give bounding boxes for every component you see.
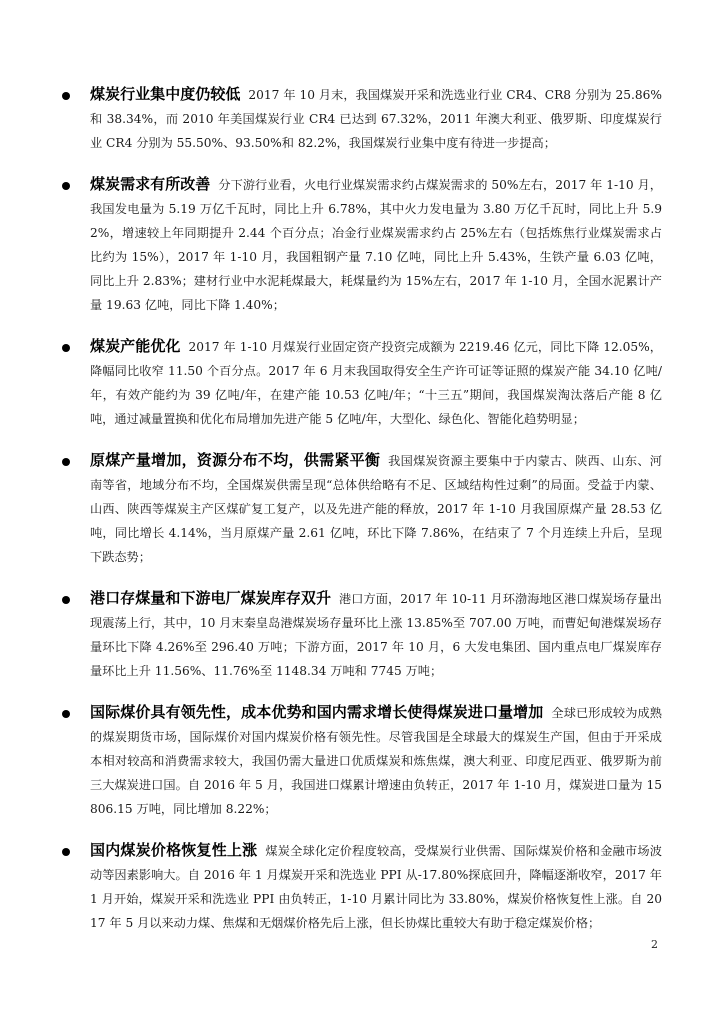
item-body: 全球已形成较为成熟的煤炭期货市场，国际煤价对国内煤炭价格有领先性。尽管我国是全球最大的煤炭生产国，但由于开采成本相对较高和消费需求较大，我国仍需大量进口优质煤炭和炼焦煤，澳大利亚、印度尼西亚、俄罗斯为前三大煤炭进口国。自 2016 年 5 月，我国进口煤累计增速由负转正，2017 年 1-10 月，煤炭进口量为 15806.15 万吨，同比增加 8.22%； (90, 706, 662, 816)
item-heading: 港口存煤量和下游电厂煤炭库存双升 (90, 589, 332, 607)
bullet-dot-icon (62, 182, 70, 190)
paragraph (90, 586, 662, 683)
bullet-dot-icon (62, 848, 70, 856)
item-heading: 煤炭需求有所改善 (90, 175, 211, 193)
item-heading: 煤炭行业集中度仍较低 (90, 85, 241, 103)
bullet-dot-icon (62, 344, 70, 352)
list-item (62, 838, 662, 935)
bullet-dot-icon (62, 92, 70, 100)
list-item (62, 334, 662, 431)
list-item (62, 172, 662, 317)
bullet-dot-icon (62, 596, 70, 604)
paragraph (90, 82, 662, 155)
paragraph (90, 838, 662, 935)
item-heading: 国际煤价具有领先性，成本优势和国内需求增长使得煤炭进口量增加 (90, 703, 544, 721)
bullet-dot-icon (62, 710, 70, 718)
list-item (62, 448, 662, 569)
list-item (62, 82, 662, 155)
paragraph (90, 334, 662, 431)
item-heading: 煤炭产能优化 (90, 337, 181, 355)
item-body: 煤炭全球化定价程度较高，受煤炭行业供需、国际煤炭价格和金融市场波动等因素影响大。自 2016 年 1 月煤炭开采和洗选业 PPI 从-17.80%探底回升，降幅逐渐收窄，2017 年 1 月开始，煤炭开采和洗选业 PPI 由负转正，1-10 月累计同比为 33.80%，煤炭价格恢复性上涨。自 2017 年 5 月以来动力煤、焦煤和无烟煤价格先后上涨，但长协煤比重较大有助于稳定煤炭价格； (90, 844, 662, 930)
item-body: 分下游行业看，火电行业煤炭需求约占煤炭需求的 50%左右，2017 年 1-10 月，我国发电量为 5.19 万亿千瓦时，同比上升 6.78%，其中火力发电量为 3.80 万亿千瓦时，同比上升 5.92%，增速较上年同期提升 2.44 个百分点；冶金行业煤炭需求约占 25%左右（包括炼焦行业煤炭需求占比约为 15%），2017 年 1-10 月，我国粗钢产量 7.10 亿吨，同比上升 5.43%，生铁产量 6.03 亿吨，同比上升 2.83%；建材行业中水泥耗煤最大，耗煤量约为 15%左右，2017 年 1-10 月，全国水泥累计产量 19.63 亿吨，同比下降 1.40%； (90, 178, 662, 312)
item-body: 我国煤炭资源主要集中于内蒙古、陕西、山东、河南等省，地域分布不均，全国煤炭供需呈现“总体供给略有不足、区域结构性过剩”的局面。受益于内蒙、山西、陕西等煤炭主产区煤矿复工复产，以及先进产能的释放，2017 年 1-10 月我国原煤产量 28.53 亿吨，同比增长 4.14%，当月原煤产量 2.61 亿吨，环比下降 7.86%，在结束了 7 个月连续上升后，呈现下跌态势； (90, 454, 662, 564)
item-body: 港口方面，2017 年 10-11 月环渤海地区港口煤炭场存量出现震荡上行，其中，10 月末秦皇岛港煤炭场存量环比上涨 13.85%至 707.00 万吨，而曹妃甸港煤炭场存量环比下降 4.26%至 296.40 万吨；下游方面，2017 年 10 月，6 大发电集团、国内重点电厂煤炭库存量环比上升 11.56%、11.76%至 1148.34 万吨和 7745 万吨； (90, 592, 662, 678)
list-item (62, 700, 662, 821)
page-number: 2 (651, 938, 658, 951)
paragraph (90, 700, 662, 821)
paragraph (90, 172, 662, 317)
item-heading: 原煤产量增加，资源分布不均，供需紧平衡 (90, 451, 381, 469)
item-heading: 国内煤炭价格恢复性上涨 (90, 841, 258, 859)
paragraph (90, 448, 662, 569)
item-body: 2017 年 10 月末，我国煤炭开采和洗选业行业 CR4、CR8 分别为 25.86%和 38.34%，而 2010 年美国煤炭行业 CR4 已达到 67.32%，2011 年澳大利亚、俄罗斯、印度煤炭行业 CR4 分别为 55.50%、93.50%和 82.2%，我国煤炭行业集中度有待进一步提高； (90, 88, 662, 150)
bullet-list (62, 82, 662, 952)
item-body: 2017 年 1-10 月煤炭行业固定资产投资完成额为 2219.46 亿元，同比下降 12.05%，降幅同比收窄 11.50 个百分点。2017 年 6 月末我国取得安全生产许可证等证照的煤炭产能 34.10 亿吨/年，有效产能约为 39 亿吨/年，在建产能 10.53 亿吨/年；“十三五”期间，我国煤炭淘汰落后产能 8 亿吨，通过减量置换和优化布局增加先进产能 5 亿吨/年，大型化、绿色化、智能化趋势明显； (90, 340, 662, 426)
bullet-dot-icon (62, 458, 70, 466)
list-item (62, 586, 662, 683)
